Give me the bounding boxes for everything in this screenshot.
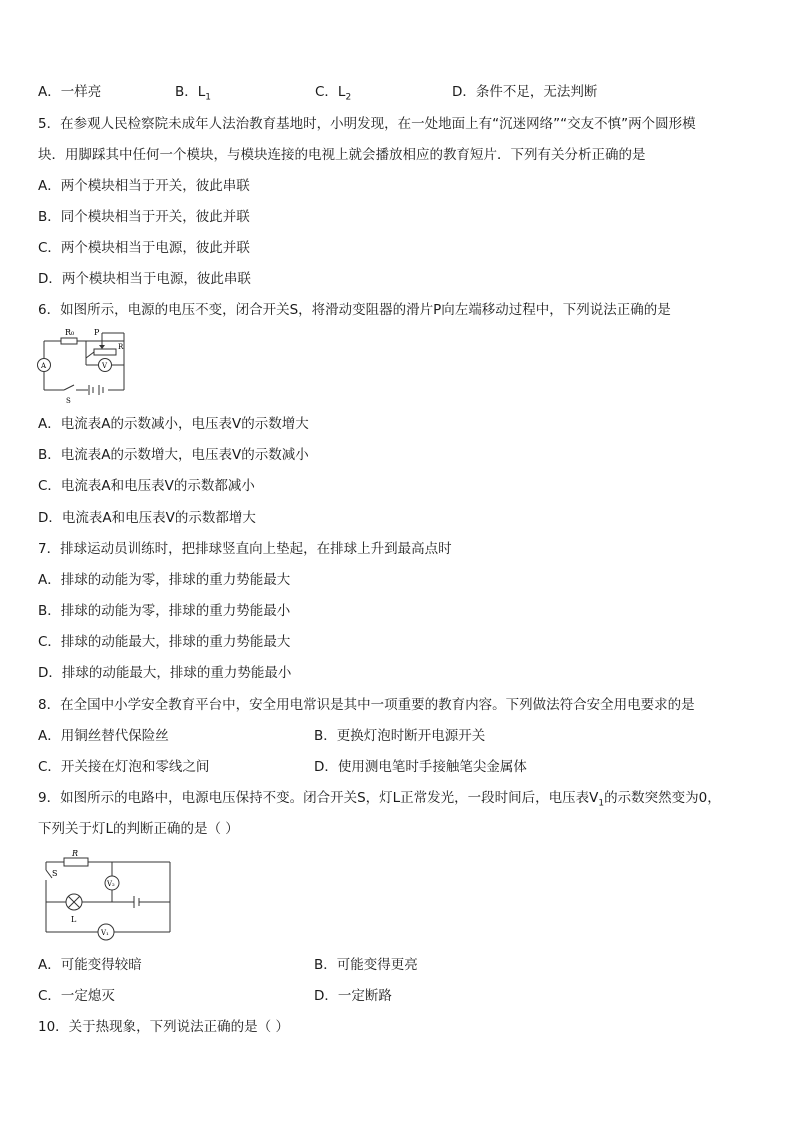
q9-option-d: D．一定断路 bbox=[314, 988, 392, 1004]
q4-option-b: B．$L_1$ bbox=[175, 84, 212, 103]
q6-option-c: C．电流表A和电压表V的示数都减小 bbox=[38, 478, 255, 494]
q9-label-s: S bbox=[52, 869, 58, 878]
q9-option-b: B．可能变得更亮 bbox=[314, 957, 418, 973]
q9-label-v2: V₂ bbox=[107, 880, 115, 888]
q6-option-a: A．电流表A的示数减小，电压表V的示数增大 bbox=[38, 416, 309, 432]
q4-option-a: A．一样亮 bbox=[38, 84, 102, 100]
q5-option-c: C．两个模块相当于电源，彼此并联 bbox=[38, 240, 250, 256]
q9-label-v1: V₁ bbox=[101, 929, 109, 937]
q8-option-b: B．更换灯泡时断开电源开关 bbox=[314, 728, 486, 744]
q6-label-r0: R₀ bbox=[65, 328, 75, 337]
q9-stem-line2: 下列关于灯L的判断正确的是（ ） bbox=[38, 821, 239, 837]
q5-stem-line2: 块．用脚踩其中任何一个模块，与模块连接的电视上就会播放相应的教育短片．下列有关分析正确的是 bbox=[38, 147, 646, 163]
q6-option-d: D．电流表A和电压表V的示数都增大 bbox=[38, 510, 256, 526]
q6-option-b: B．电流表A的示数增大，电压表V的示数减小 bbox=[38, 447, 309, 463]
q6-label-p: P bbox=[94, 328, 100, 337]
q8-option-a: A．用铜丝替代保险丝 bbox=[38, 728, 169, 744]
q6-label-a: A bbox=[41, 362, 47, 370]
q7-option-a: A．排球的动能为零，排球的重力势能最大 bbox=[38, 572, 291, 588]
q9-option-c: C．一定熄灭 bbox=[38, 988, 115, 1004]
q4-option-c: C．$L_2$ bbox=[315, 84, 352, 103]
q8-option-d: D．使用测电笔时手接触笔尖金属体 bbox=[314, 759, 527, 775]
q7-option-c: C．排球的动能最大，排球的重力势能最大 bbox=[38, 634, 291, 650]
q8-stem: 8．在全国中小学安全教育平台中，安全用电常识是其中一项重要的教育内容。下列做法符合安全用电要求的是 bbox=[38, 697, 695, 713]
q7-option-d: D．排球的动能最大，排球的重力势能最小 bbox=[38, 665, 292, 681]
q9-label-r: R bbox=[72, 850, 79, 858]
q5-option-a: A．两个模块相当于开关，彼此串联 bbox=[38, 178, 250, 194]
q9-option-a: A．可能变得较暗 bbox=[38, 957, 142, 973]
q5-option-d: D．两个模块相当于电源，彼此串联 bbox=[38, 271, 251, 287]
q6-label-s: S bbox=[66, 397, 71, 405]
q9-stem-line1: 9．如图所示的电路中，电源电压保持不变。闭合开关S，灯L正常发光，一段时间后，电压表$V_1$的示数突然变为0， bbox=[38, 790, 721, 809]
q7-stem: 7．排球运动员训练时，把排球竖直向上垫起，在排球上升到最高点时 bbox=[38, 541, 452, 557]
q8-option-c: C．开关接在灯泡和零线之间 bbox=[38, 759, 210, 775]
q7-option-b: B．排球的动能为零，排球的重力势能最小 bbox=[38, 603, 291, 619]
q4-option-d: D．条件不足，无法判断 bbox=[452, 84, 598, 100]
q9-label-l: L bbox=[71, 915, 77, 924]
q6-label-v: V bbox=[102, 362, 108, 370]
q9-circuit-diagram bbox=[38, 850, 178, 945]
q5-stem-line1: 5．在参观人民检察院未成年人法治教育基地时，小明发现，在一处地面上有“沉迷网络”“交友不慎”两个圆形模 bbox=[38, 116, 696, 132]
q5-option-b: B．同个模块相当于开关，彼此并联 bbox=[38, 209, 250, 225]
q10-stem: 10．关于热现象，下列说法正确的是（ ） bbox=[38, 1019, 289, 1035]
q6-label-r: R bbox=[118, 343, 124, 351]
q6-stem: 6．如图所示，电源的电压不变，闭合开关S，将滑动变阻器的滑片P向左端移动过程中，下列说法正确的是 bbox=[38, 302, 671, 318]
q6-circuit-diagram bbox=[36, 325, 136, 405]
